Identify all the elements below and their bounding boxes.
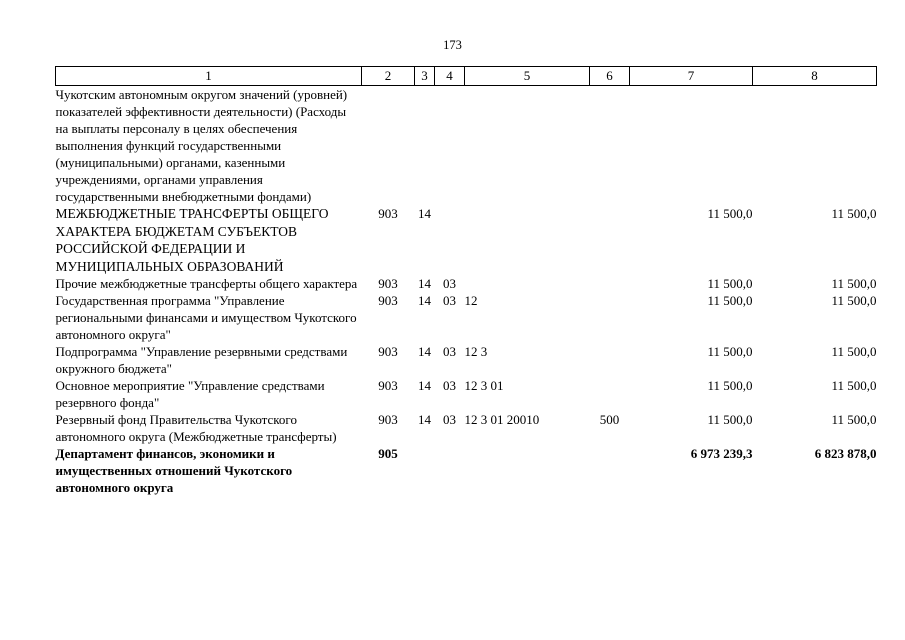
header-col-6: 6 [590,67,630,86]
row-name: МЕЖБЮДЖЕТНЫЕ ТРАНСФЕРТЫ ОБЩЕГО ХАРАКТЕРА БЮДЖЕТАМ СУБЪЕКТОВ РОССИЙСКОЙ ФЕДЕРАЦИИ И МУНИЦИПАЛЬНЫХ ОБРАЗОВАНИЙ [55,206,329,274]
row-pr [435,445,465,496]
row-rz [415,445,435,496]
row-gr: 903 [378,344,398,359]
page-number: 173 [443,38,462,52]
row-sum2: 11 500,0 [831,412,877,427]
row-sum1 [630,86,753,206]
header-col-2: 2 [362,67,415,86]
row-rz [415,86,435,206]
row-sum2: 6 823 878,0 [814,446,877,461]
row-sum1: 6 973 239,3 [690,446,753,461]
row-sum1: 11 500,0 [707,276,753,291]
table-row [56,292,877,343]
row-pr [435,205,465,275]
row-sum2: 11 500,0 [831,293,877,308]
row-sum1: 11 500,0 [707,412,753,427]
budget-table [55,66,877,496]
row-name: Государственная программа "Управление региональными финансами и имуществом Чукотского автономного округа" [55,293,357,342]
row-vr [590,292,630,343]
row-pr: 03 [443,378,456,393]
header-col-5: 5 [465,67,590,86]
row-sum1: 11 500,0 [707,206,753,221]
row-pr: 03 [443,344,456,359]
row-csr: 12 [464,293,478,308]
header-col-4: 4 [435,67,465,86]
table-row [56,411,877,445]
row-name: Департамент финансов, экономики и имущественных отношений Чукотского автономного округа [55,446,293,495]
row-gr: 903 [378,293,398,308]
row-csr: 12 3 01 [464,378,504,393]
row-vr [590,445,630,496]
row-pr: 03 [443,412,456,427]
table-row [56,86,877,206]
row-vr [590,377,630,411]
row-csr [465,445,590,496]
row-sum1: 11 500,0 [707,344,753,359]
row-csr [465,86,590,206]
row-gr [362,86,415,206]
table-row [56,205,877,275]
row-name: Резервный фонд Правительства Чукотского автономного округа (Межбюджетные трансферты) [55,412,337,444]
row-csr: 12 3 01 20010 [464,412,540,427]
row-vr [590,205,630,275]
row-name: Основное мероприятие "Управление средствами резервного фонда" [55,378,325,410]
row-sum1: 11 500,0 [707,293,753,308]
row-csr [465,205,590,275]
row-pr [435,86,465,206]
row-vr [590,86,630,206]
table-row [56,275,877,292]
row-pr: 03 [443,293,456,308]
row-vr [590,275,630,292]
table-row [56,445,877,496]
row-csr [465,275,590,292]
row-gr: 905 [378,446,398,461]
header-col-1: 1 [56,67,362,86]
row-rz: 14 [418,344,431,359]
row-rz: 14 [418,293,431,308]
row-sum2 [753,86,877,206]
row-rz: 14 [418,276,431,291]
row-pr: 03 [443,276,456,291]
header-col-3: 3 [415,67,435,86]
header-col-7: 7 [630,67,753,86]
row-sum2: 11 500,0 [831,378,877,393]
row-csr: 12 3 [464,344,488,359]
row-name: Прочие межбюджетные трансферты общего характера [55,276,358,291]
row-gr: 903 [378,206,398,221]
row-rz: 14 [418,206,431,221]
table-row [56,343,877,377]
header-col-8: 8 [753,67,877,86]
row-rz: 14 [418,412,431,427]
row-sum2: 11 500,0 [831,344,877,359]
row-gr: 903 [378,412,398,427]
row-rz: 14 [418,378,431,393]
row-sum2: 11 500,0 [831,206,877,221]
row-name: Подпрограмма "Управление резервными средствами окружного бюджета" [55,344,348,376]
row-vr: 500 [599,412,620,427]
row-vr [590,343,630,377]
table-header-row [56,67,877,86]
row-sum2: 11 500,0 [831,276,877,291]
row-gr: 903 [378,378,398,393]
row-gr: 903 [378,276,398,291]
table-row [56,377,877,411]
row-sum1: 11 500,0 [707,378,753,393]
row-name: Чукотским автономным округом значений (уровней) показателей эффективности деятельности) (Расходы на выплаты персоналу в целях обеспечения выполнения функций государственными (муниципальными) органами, казенными учреждениями, органами управления государственными внебюджетными фондами) [55,87,348,204]
